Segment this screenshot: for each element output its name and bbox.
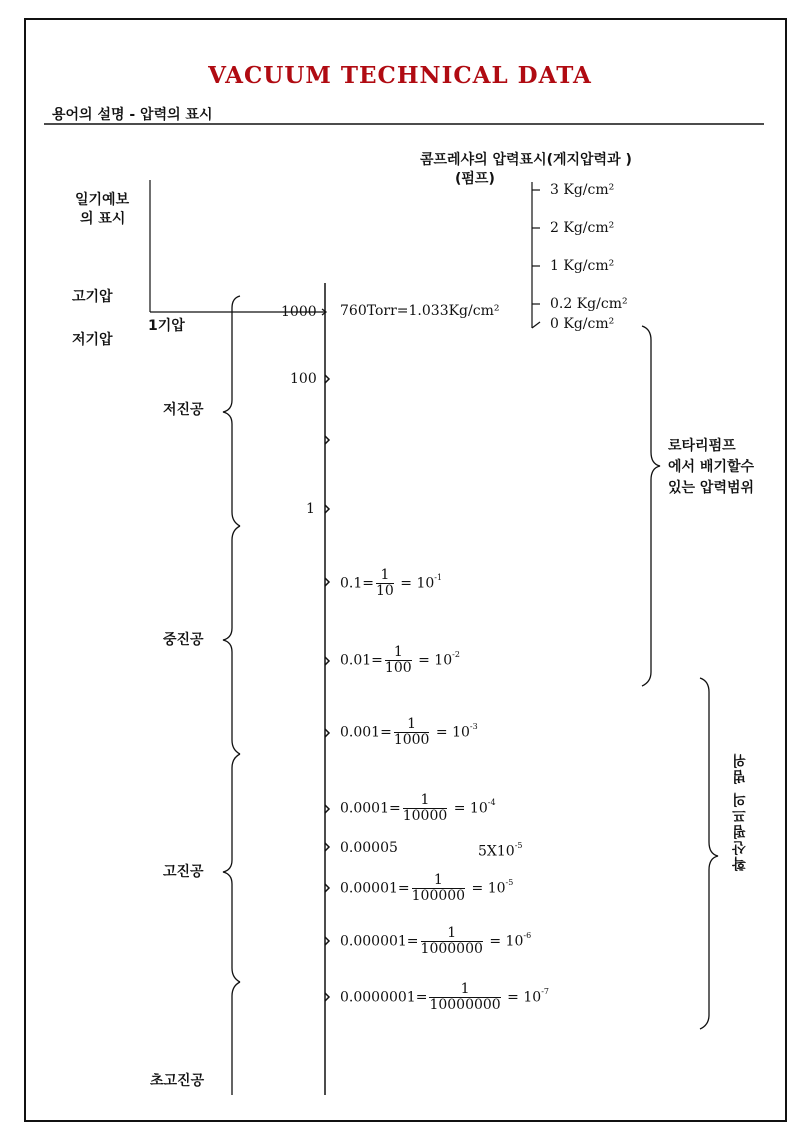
scale-1000: 1000: [281, 304, 317, 320]
row-prefix: 0.000001=: [340, 933, 419, 950]
row-equals: =: [471, 880, 484, 897]
row-power: 10: [416, 575, 435, 592]
row-prefix: 0.0001=: [340, 800, 401, 817]
row-equals: =: [418, 652, 430, 669]
ultra-high-vacuum-label: 초고진공: [150, 1073, 205, 1089]
row-exponent: -2: [452, 649, 460, 659]
row-numerator: 1: [403, 793, 448, 809]
rotary-range-line3: 있는 압력범위: [668, 480, 755, 496]
compressor-heading-pump: (펌프): [455, 171, 495, 187]
gauge-3: 3 Kg/cm²: [550, 182, 615, 198]
high-vacuum-label: 고진공: [163, 864, 204, 880]
low-vacuum-label: 저진공: [163, 402, 204, 418]
row-power: 10: [452, 724, 470, 741]
row-denominator: 10000: [402, 808, 448, 824]
row-power: 10: [434, 652, 453, 669]
row-prefix: 0.0000001=: [340, 989, 428, 1006]
scale-row: [340, 717, 478, 748]
alt-base: 5X10: [478, 843, 515, 860]
row-power: 10: [505, 933, 524, 950]
page-title: VACUUM TECHNICAL DATA: [208, 62, 592, 89]
scale-5e-5: 0.00005: [340, 840, 398, 856]
row-denominator: 10000000: [429, 997, 501, 1013]
row-denominator: 10: [376, 583, 394, 599]
row-numerator: 1: [429, 982, 500, 998]
one-atm-label: 1기압: [148, 318, 185, 334]
row-denominator: 100: [384, 660, 412, 676]
row-numerator: 1: [421, 926, 483, 942]
gauge-0-2: 0.2 Kg/cm²: [550, 296, 628, 312]
low-pressure-label: 저기압: [72, 332, 113, 348]
row-power: 10: [487, 880, 506, 897]
row-numerator: 1: [394, 717, 430, 733]
row-equals: =: [489, 933, 502, 950]
rotary-range-line1: 로타리펌프: [668, 438, 736, 454]
row-prefix: 0.001=: [340, 724, 392, 741]
medium-vacuum-label: 중진공: [163, 632, 204, 648]
row-equals: =: [400, 575, 413, 592]
diffusion-range-label: 확산펌프의 범위: [732, 752, 748, 871]
row-denominator: 100000: [411, 888, 466, 904]
scale-row: [340, 982, 549, 1013]
alt-exponent: -5: [514, 841, 523, 850]
row-power: 10: [523, 989, 542, 1006]
row-exponent: -5: [505, 877, 514, 887]
scale-row: [340, 793, 496, 824]
row-exponent: -4: [487, 797, 496, 807]
gauge-2: 2 Kg/cm²: [550, 220, 615, 236]
row-exponent: -1: [434, 572, 443, 582]
scale-1: 1: [306, 501, 315, 517]
row-numerator: 1: [376, 568, 394, 584]
row-power: 10: [469, 800, 488, 817]
row-exponent: -7: [541, 986, 549, 996]
weather-label-1: 일기예보: [75, 192, 130, 208]
row-prefix: 0.01=: [340, 652, 383, 669]
gauge-1: 1 Kg/cm²: [550, 258, 615, 274]
row-prefix: 0.1=: [340, 575, 374, 592]
scale-100: 100: [290, 371, 317, 387]
row-equals: =: [435, 724, 448, 741]
scale-row: [340, 873, 513, 904]
page-subtitle: 용어의 설명 - 압력의 표시: [52, 107, 213, 123]
weather-label-2: 의 표시: [80, 211, 126, 227]
high-pressure-label: 고기압: [72, 289, 113, 305]
rotary-range-line2: 에서 배기할수: [668, 459, 755, 475]
row-prefix: 0.00001=: [340, 880, 410, 897]
row-denominator: 1000: [393, 732, 430, 748]
row-equals: =: [453, 800, 466, 817]
row-denominator: 1000000: [420, 941, 483, 957]
row-equals: =: [507, 989, 519, 1006]
row-numerator: 1: [412, 873, 465, 889]
atm-value: 760Torr=1.033Kg/cm²: [340, 303, 500, 319]
row-exponent: -3: [469, 721, 478, 731]
gauge-0: 0 Kg/cm²: [550, 316, 615, 332]
compressor-heading: 콤프레샤의 압력표시(게지압력과 ): [420, 152, 632, 168]
scale-row: [340, 568, 442, 599]
row-exponent: -6: [523, 930, 532, 940]
scale-row: [340, 645, 460, 676]
row-numerator: 1: [385, 645, 412, 661]
scale-row: [340, 926, 531, 957]
scale-5e-5-alt: [478, 840, 523, 860]
